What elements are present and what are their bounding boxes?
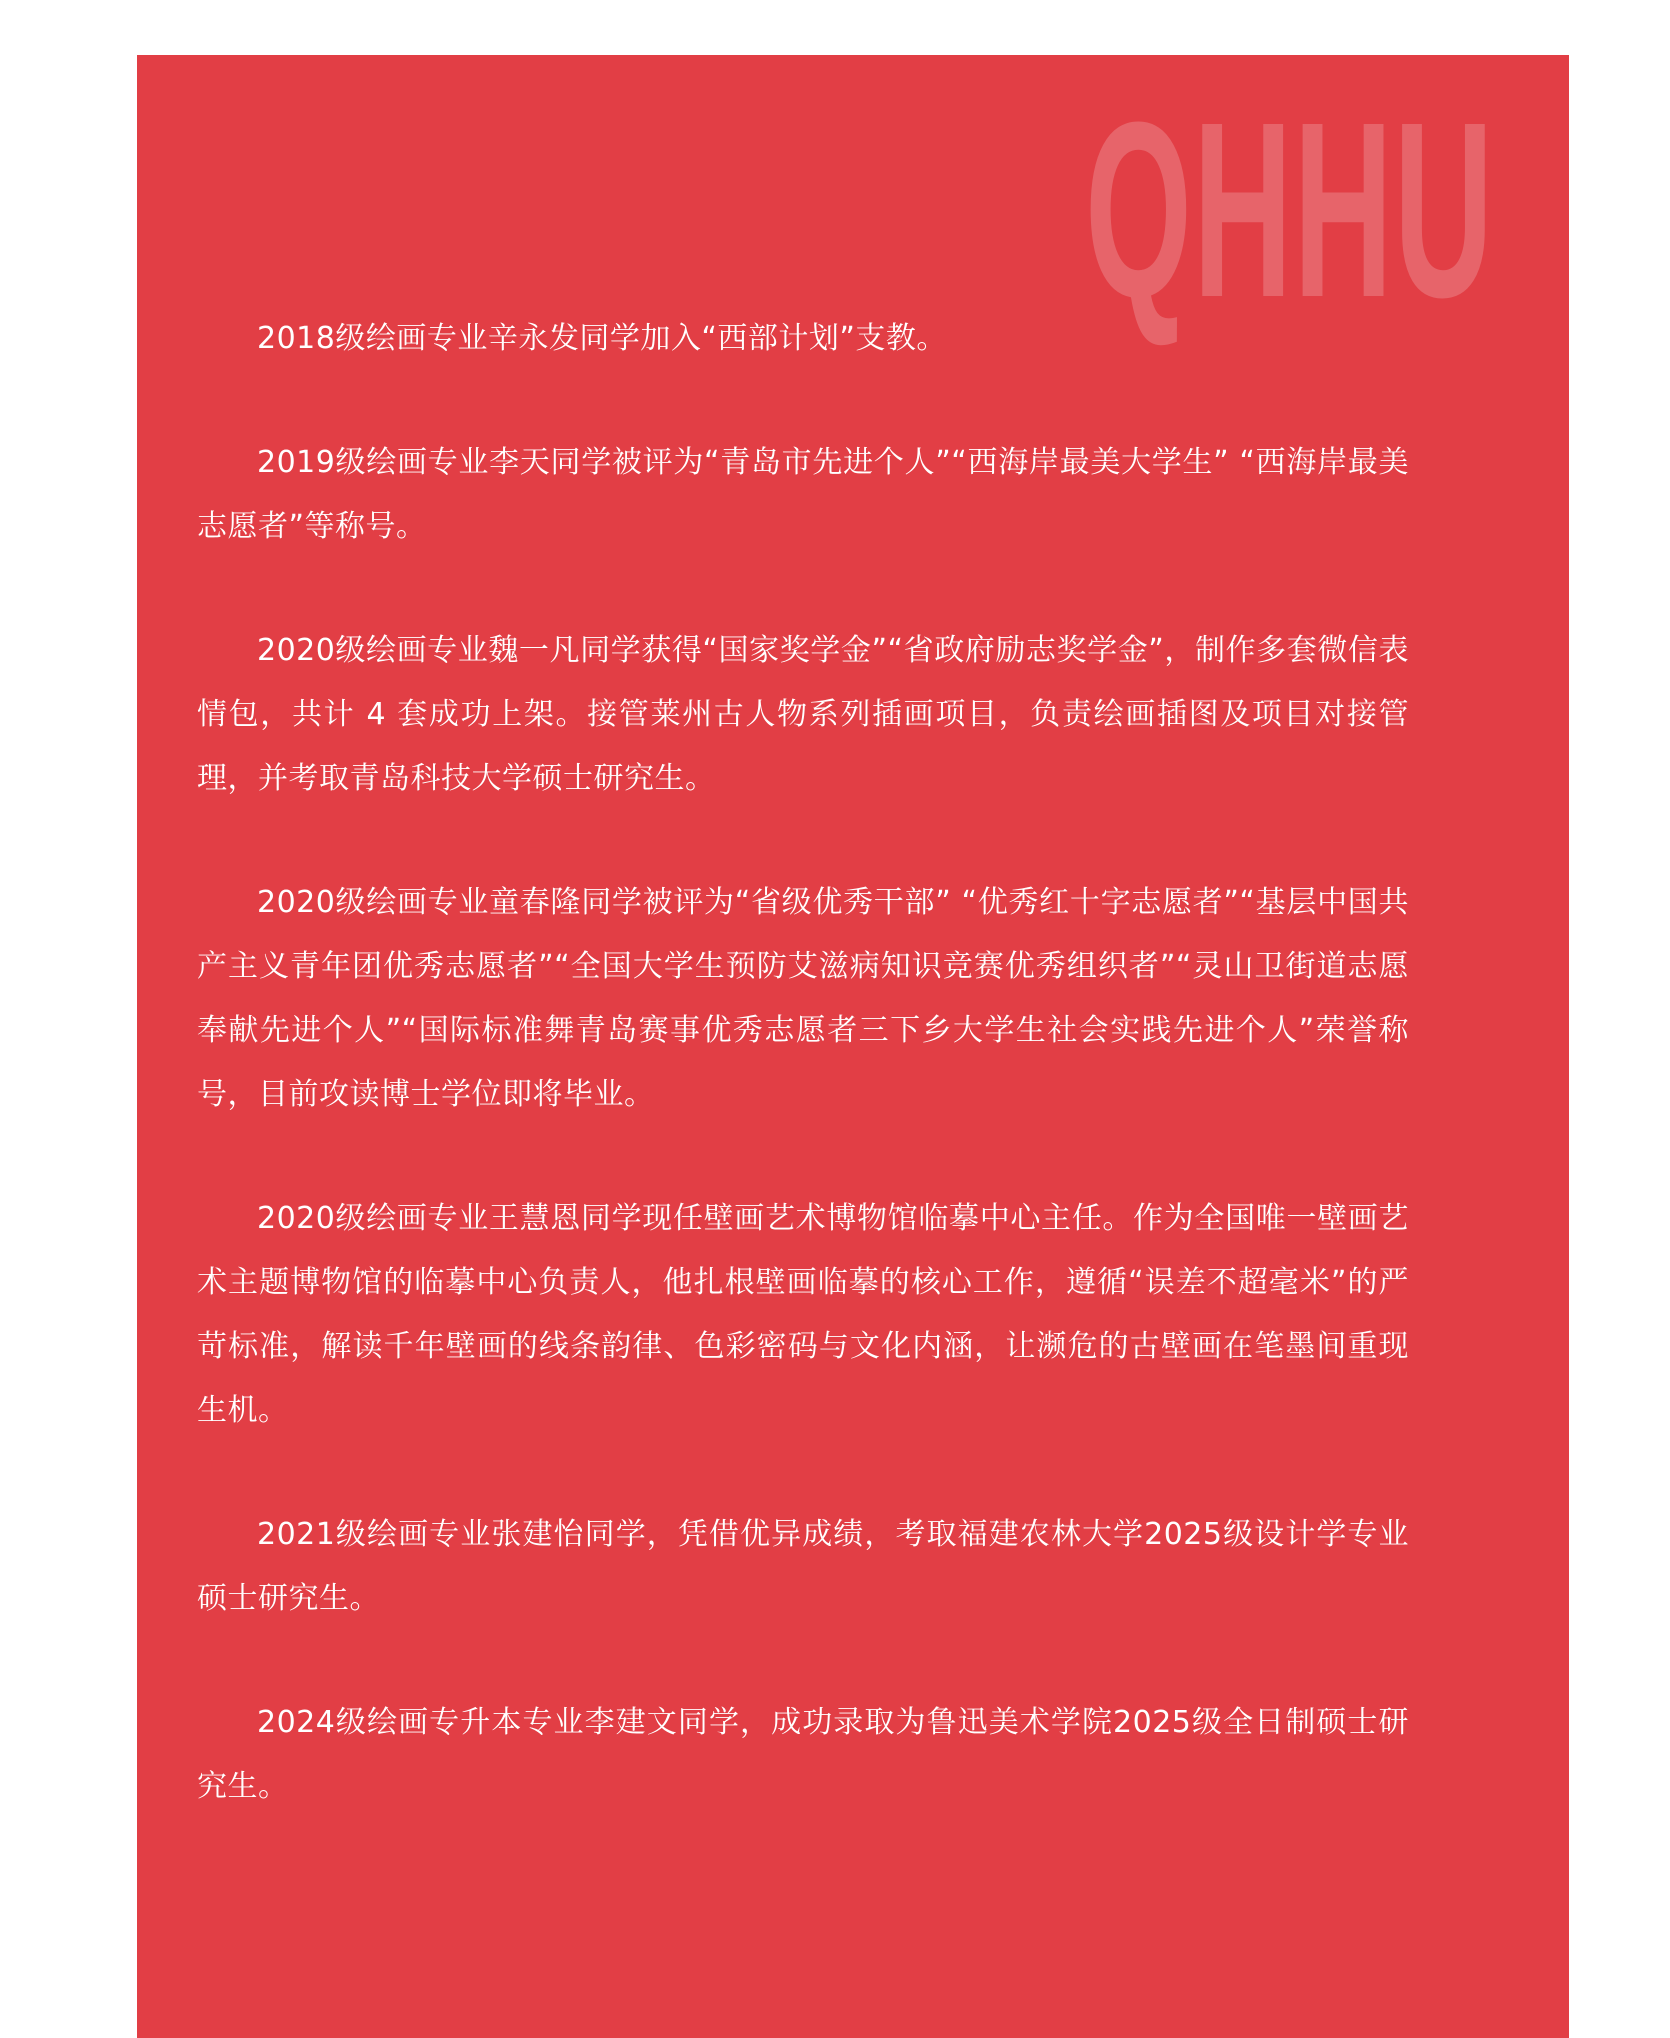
- qhhu-watermark: QHHU: [1085, 70, 1495, 349]
- paragraph-2020-tong-chunlong: 2020级绘画专业童春隆同学被评为“省级优秀干部” “优秀红十字志愿者”“基层中国共产主义青年团优秀志愿者”“全国大学生预防艾滋病知识竞赛优秀组织者”“灵山卫街道志愿奉献先进个人”“国际标准舞青岛赛事优秀志愿者三下乡大学生社会实践先进个人”荣誉称号，目前攻读博士学位即将毕业。: [197, 885, 1409, 1112]
- paragraph-2024-li-jianwen: 2024级绘画专升本专业李建文同学，成功录取为鲁迅美术学院2025级全日制硕士研究生。: [197, 1705, 1409, 1804]
- article-body: [197, 307, 1409, 1879]
- paragraph-2020-wang-huien: 2020级绘画专业王慧恩同学现任壁画艺术博物馆临摹中心主任。作为全国唯一壁画艺术主题博物馆的临摹中心负责人，他扎根壁画临摹的核心工作，遵循“误差不超毫米”的严苛标准，解读千年壁画的线条韵律、色彩密码与文化内涵，让濒危的古壁画在笔墨间重现生机。: [197, 1201, 1409, 1428]
- red-content-panel: [137, 55, 1569, 2038]
- paragraph-2020-wei-yifan: 2020级绘画专业魏一凡同学获得“国家奖学金”“省政府励志奖学金”，制作多套微信表情包，共计 4 套成功上架。接管莱州古人物系列插画项目，负责绘画插图及项目对接管理，并考取青岛科技大学硕士研究生。: [197, 633, 1409, 796]
- paragraph-2018-xin-yongfa: 2018级绘画专业辛永发同学加入“西部计划”支教。: [257, 321, 947, 356]
- paragraph-2021-zhang-jianyi: 2021级绘画专业张建怡同学，凭借优异成绩，考取福建农林大学2025级设计学专业硕士研究生。: [197, 1517, 1409, 1616]
- paragraph-2019-li-tian: 2019级绘画专业李天同学被评为“青岛市先进个人”“西海岸最美大学生” “西海岸最美志愿者”等称号。: [197, 445, 1409, 544]
